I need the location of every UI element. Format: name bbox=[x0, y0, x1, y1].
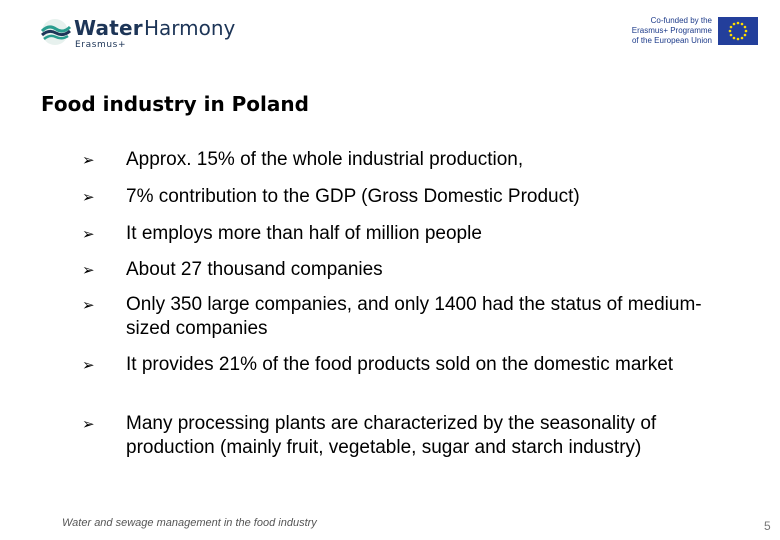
page-number: 5 bbox=[764, 519, 771, 533]
list-item bbox=[82, 222, 482, 246]
brand-name-harmony: Harmony bbox=[144, 16, 236, 40]
list-item bbox=[82, 148, 523, 172]
list-item bbox=[82, 185, 580, 209]
eu-funding-logo bbox=[618, 15, 758, 49]
water-waves-icon bbox=[40, 18, 72, 46]
eu-funding-line: Erasmus+ Programme bbox=[631, 26, 712, 35]
bullet-text: Approx. 15% of the whole industrial production, bbox=[126, 149, 524, 170]
eu-flag-icon bbox=[718, 17, 758, 45]
arrowhead-bullet-icon: ➢ bbox=[82, 188, 95, 206]
bullet-text: About 27 thousand companies bbox=[126, 259, 383, 280]
arrowhead-bullet-icon: ➢ bbox=[82, 356, 95, 374]
eu-funding-line: Co-funded by the bbox=[650, 16, 712, 25]
bullet-text: Only 350 large companies, and only 1400 had the status of medium-sized companies bbox=[126, 294, 702, 339]
list-item bbox=[82, 353, 673, 377]
bullet-text: 7% contribution to the GDP (Gross Domestic Product) bbox=[126, 186, 580, 207]
footer-text: Water and sewage management in the food industry bbox=[62, 517, 317, 529]
eu-funding-text bbox=[618, 16, 712, 46]
eu-funding-line: of the European Union bbox=[631, 36, 712, 45]
arrowhead-bullet-icon: ➢ bbox=[82, 296, 95, 314]
list-item bbox=[82, 293, 742, 341]
bullet-text: Many processing plants are characterized by the seasonality of production (mainly fruit, vegetable, sugar and starch industry) bbox=[126, 413, 657, 458]
brand-name-water: Water bbox=[74, 16, 143, 40]
waterharmony-logo bbox=[40, 14, 240, 54]
list-item bbox=[82, 412, 742, 460]
bullet-text: It provides 21% of the food products sold on the domestic market bbox=[126, 354, 674, 375]
bullet-text: It employs more than half of million people bbox=[126, 223, 482, 244]
brand-subtitle: Erasmus+ bbox=[75, 40, 127, 50]
eu-stars-icon bbox=[718, 17, 758, 45]
arrowhead-bullet-icon: ➢ bbox=[82, 151, 95, 169]
list-item bbox=[82, 258, 383, 282]
arrowhead-bullet-icon: ➢ bbox=[82, 415, 95, 433]
slide-title: Food industry in Poland bbox=[41, 92, 309, 116]
arrowhead-bullet-icon: ➢ bbox=[82, 225, 95, 243]
arrowhead-bullet-icon: ➢ bbox=[82, 261, 95, 279]
